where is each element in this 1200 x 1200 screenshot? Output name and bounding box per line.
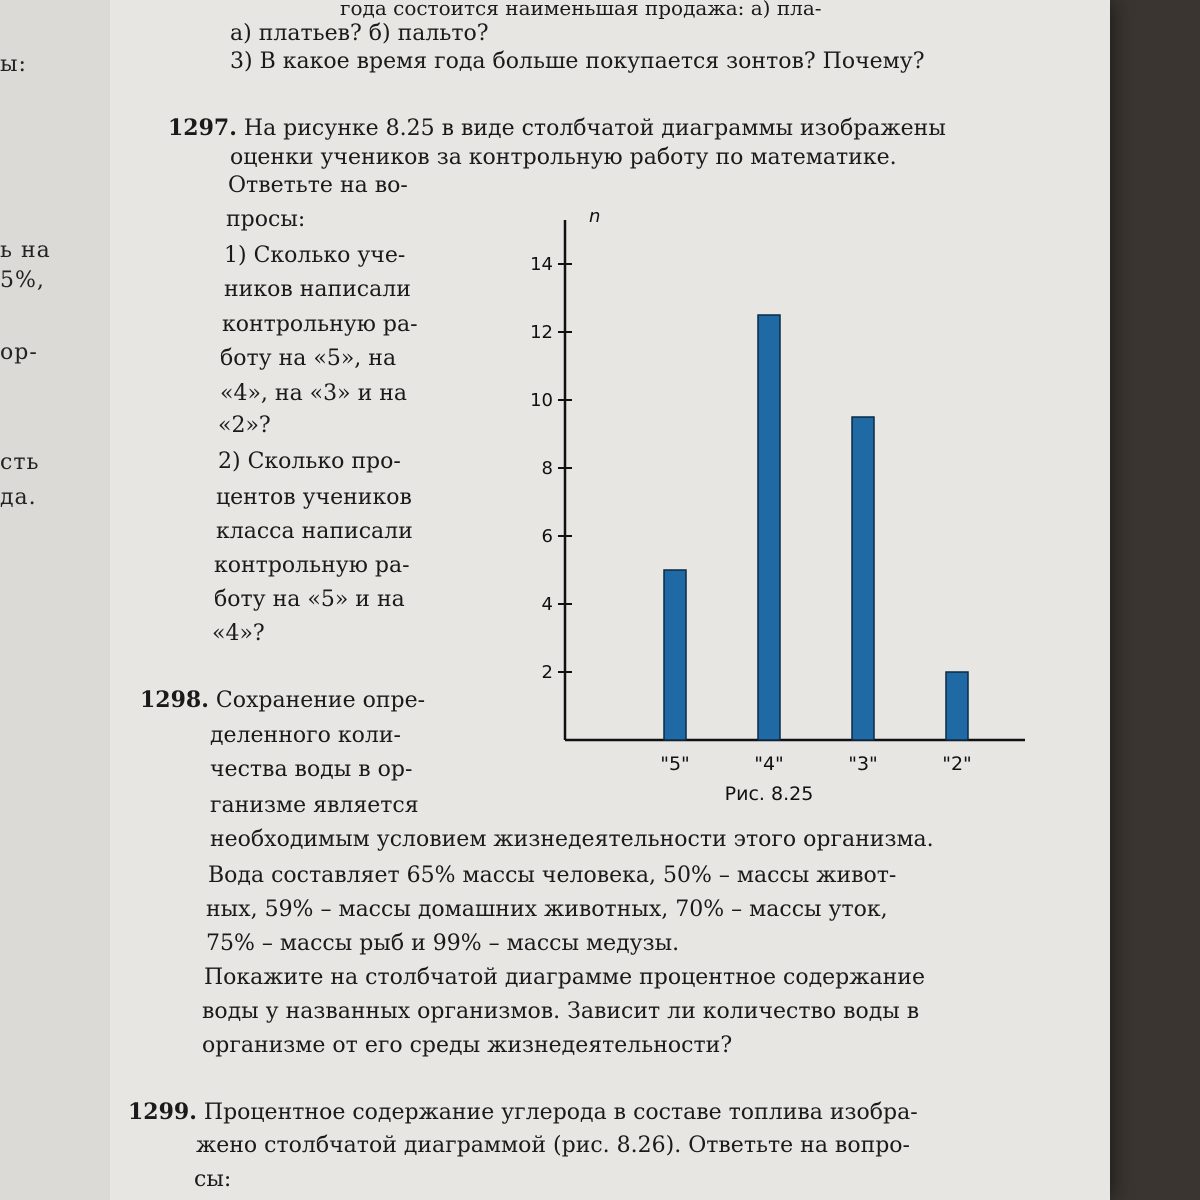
problem-text: чества воды в ор- xyxy=(210,757,413,782)
question-line: класса написали xyxy=(216,519,413,544)
problem-text: оценки учеников за контрольную работу по математике. xyxy=(230,145,897,170)
problem-text: жено столбчатой диаграммой (рис. 8.26). Ответьте на вопро- xyxy=(196,1133,910,1158)
question-line: 2) Сколько про- xyxy=(218,449,401,474)
bar-chart-svg xyxy=(520,200,1040,820)
y-tick-label: 4 xyxy=(541,594,553,615)
y-tick-label: 2 xyxy=(541,662,553,683)
problem-1299-header xyxy=(128,1098,918,1127)
bar xyxy=(758,315,780,740)
x-tick-label: "3" xyxy=(848,753,878,775)
question-line: 1) Сколько уче- xyxy=(224,243,406,268)
left-fragment: ор- xyxy=(0,340,38,365)
left-fragment: 5%, xyxy=(0,268,45,293)
question-line: ников написали xyxy=(224,277,411,302)
top-line: а) платьев? б) пальто? xyxy=(230,21,489,46)
problem-text: Сохранение опре- xyxy=(215,688,426,713)
problem-1298-header xyxy=(140,686,425,715)
question-line: центов учеников xyxy=(216,485,412,510)
y-tick-label: 6 xyxy=(541,526,553,547)
problem-text: воды у названных организмов. Зависит ли количество воды в xyxy=(202,999,920,1024)
left-fragment: ы: xyxy=(0,52,27,77)
y-tick-label: 12 xyxy=(530,322,553,343)
left-fragment: да. xyxy=(0,485,37,510)
problem-text: сы: xyxy=(194,1167,232,1192)
question-line: «2»? xyxy=(218,413,271,438)
y-axis-label: n xyxy=(589,206,601,227)
left-fragment: ь на xyxy=(0,238,51,263)
y-tick-label: 14 xyxy=(530,254,553,275)
problem-text: Процентное содержание углерода в составе топлива изобра- xyxy=(203,1100,918,1125)
question-line: просы: xyxy=(226,207,306,232)
left-page-strip xyxy=(0,0,110,1200)
problem-text: необходимым условием жизнедеятельности этого организма. xyxy=(210,827,934,852)
question-line: контрольную ра- xyxy=(214,553,410,578)
y-tick-label: 10 xyxy=(530,390,553,411)
problem-text: Покажите на столбчатой диаграмме процентное содержание xyxy=(204,965,925,990)
problem-number: 1298. xyxy=(140,687,209,713)
question-line: боту на «5» и на xyxy=(214,587,405,612)
bars xyxy=(664,315,968,740)
y-tick-label: 8 xyxy=(541,458,553,479)
top-fragment-line: года состоится наименьшая продажа: а) пла- xyxy=(340,0,822,20)
question-line: «4», на «3» и на xyxy=(220,381,408,406)
bar xyxy=(852,417,874,740)
problem-text: Вода составляет 65% массы человека, 50% – массы живот- xyxy=(208,863,897,888)
problem-text: ных, 59% – массы домашних животных, 70% – массы уток, xyxy=(206,897,888,922)
problem-text: На рисунке 8.25 в виде столбчатой диаграммы изображены xyxy=(243,116,946,141)
bar-chart xyxy=(520,200,1040,820)
problem-text: организме от его среды жизнедеятельности? xyxy=(202,1033,733,1058)
question-line: Ответьте на во- xyxy=(228,173,408,198)
question-line: боту на «5», на xyxy=(220,346,397,371)
bar xyxy=(946,672,968,740)
problem-text: ганизме является xyxy=(210,793,419,818)
left-fragment: сть xyxy=(0,450,40,475)
x-tick-label: "5" xyxy=(660,753,690,775)
chart-caption: Рис. 8.25 xyxy=(724,783,814,805)
x-labels xyxy=(660,753,972,775)
question-line: «4»? xyxy=(212,621,265,646)
x-tick-label: "4" xyxy=(754,753,784,775)
problem-1297-header xyxy=(168,114,946,143)
top-line: 3) В какое время года больше покупается зонтов? Почему? xyxy=(230,49,925,74)
problem-number: 1299. xyxy=(128,1099,197,1125)
problem-text: 75% – массы рыб и 99% – массы медузы. xyxy=(206,931,680,956)
problem-number: 1297. xyxy=(168,115,237,141)
x-tick-label: "2" xyxy=(942,753,972,775)
question-line: контрольную ра- xyxy=(222,312,418,337)
problem-text: деленного коли- xyxy=(210,723,401,748)
bar xyxy=(664,570,686,740)
